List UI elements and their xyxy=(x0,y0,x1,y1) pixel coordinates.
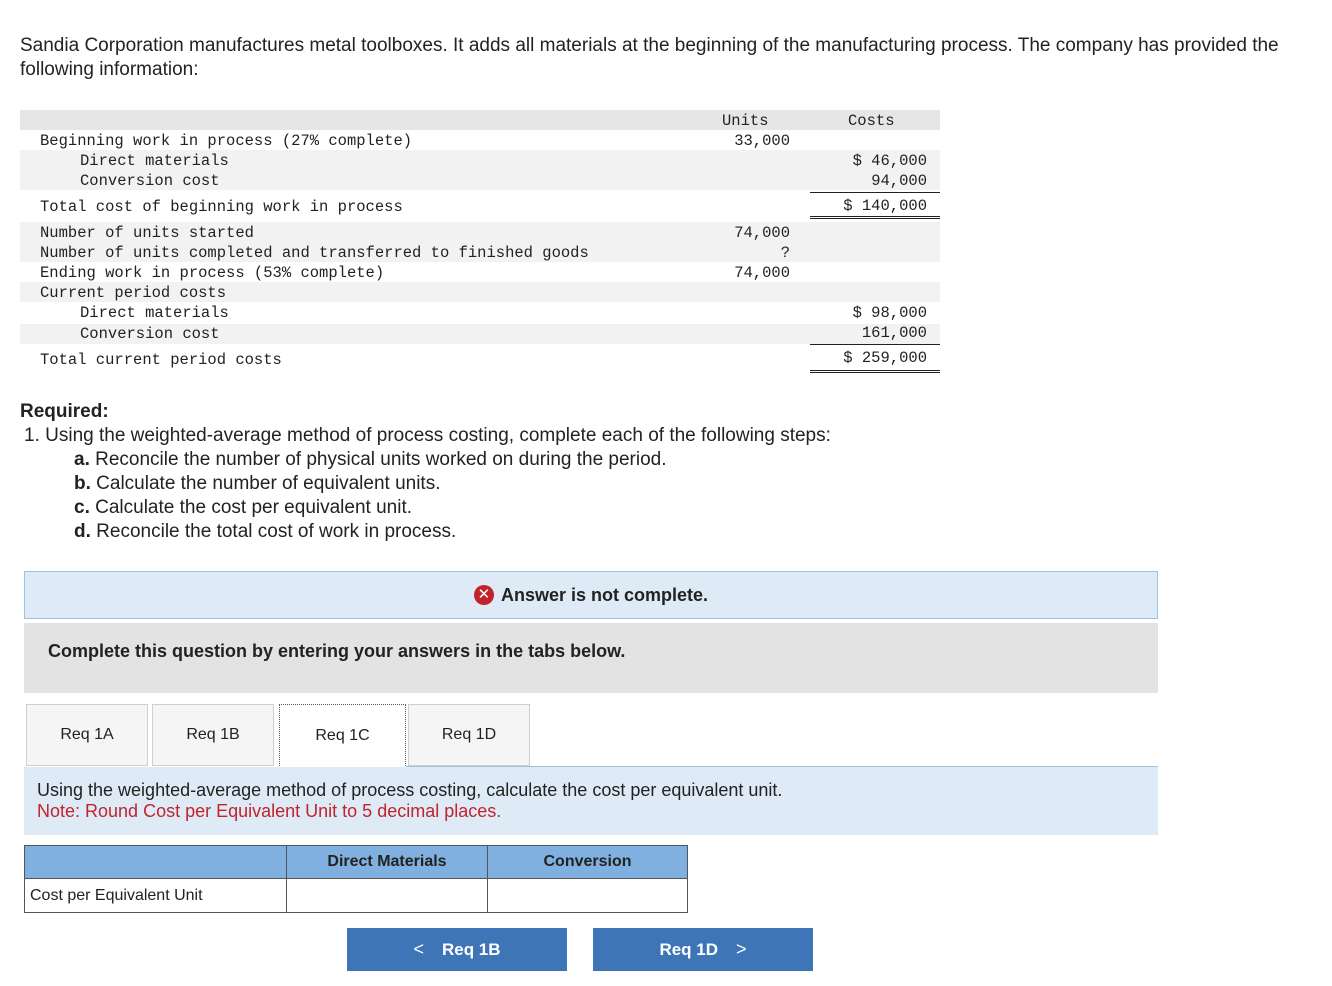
started-units: 74,000 xyxy=(734,224,790,242)
tab-req-1b[interactable]: Req 1B xyxy=(152,704,274,766)
cost-data-table xyxy=(20,110,940,380)
ewip-units: 74,000 xyxy=(734,264,790,282)
conversion-header: Conversion xyxy=(488,846,688,879)
bwip-label: Beginning work in process (27% complete) xyxy=(40,132,413,150)
question-instruction-box xyxy=(24,767,1158,835)
bwip-dm-cost: $ 46,000 xyxy=(852,152,927,170)
next-req-label: Req 1D xyxy=(659,939,719,959)
total-double-line xyxy=(810,370,940,373)
started-label: Number of units started xyxy=(40,224,254,242)
prev-req-button[interactable] xyxy=(347,928,567,971)
row-label: Cost per Equivalent Unit xyxy=(25,879,287,913)
direct-materials-header: Direct Materials xyxy=(287,846,488,879)
bwip-cc-label: Conversion cost xyxy=(80,172,220,190)
cur-cc-label: Conversion cost xyxy=(80,325,220,343)
costs-header: Costs xyxy=(848,112,895,130)
step-a: a. Reconcile the number of physical units worked on during the period. xyxy=(74,449,667,470)
chevron-left-icon: < xyxy=(413,939,424,959)
cur-dm-label: Direct materials xyxy=(80,304,229,322)
required-section xyxy=(20,400,831,544)
step-c: c. Calculate the cost per equivalent unit. xyxy=(74,497,412,518)
answer-status-bar xyxy=(24,571,1158,619)
cur-cc-cost: 161,000 xyxy=(861,324,927,342)
instruction-text: Using the weighted-average method of process costing, calculate the cost per equivalent unit. xyxy=(37,780,783,800)
subtotal-line xyxy=(810,344,940,345)
conversion-cost-input[interactable] xyxy=(488,879,688,913)
total-current-label: Total current period costs xyxy=(40,351,282,369)
subtotal-line xyxy=(810,192,940,193)
current-costs-label: Current period costs xyxy=(40,284,227,302)
error-x-icon: ✕ xyxy=(474,585,494,605)
table-header-band xyxy=(20,110,940,130)
prev-req-label: Req 1B xyxy=(441,939,501,959)
dm-cost-input[interactable] xyxy=(287,879,488,913)
chevron-right-icon: > xyxy=(736,939,747,959)
tab-req-1a[interactable]: Req 1A xyxy=(26,704,148,766)
blank-header xyxy=(25,846,287,879)
units-header: Units xyxy=(722,112,769,130)
bwip-units: 33,000 xyxy=(734,132,790,150)
tab-req-1c[interactable]: Req 1C xyxy=(279,704,406,766)
step-d: d. Reconcile the total cost of work in process. xyxy=(74,521,457,542)
total-double-line xyxy=(810,216,940,219)
tab-req-1d[interactable]: Req 1D xyxy=(408,704,530,766)
cur-dm-cost: $ 98,000 xyxy=(852,304,927,322)
rounding-note: Note: Round Cost per Equivalent Unit to 5 decimal places. xyxy=(37,801,502,821)
ewip-label: Ending work in process (53% complete) xyxy=(40,264,385,282)
total-bwip-label: Total cost of beginning work in process xyxy=(40,198,403,216)
instructions-panel: Complete this question by entering your answers in the tabs below. xyxy=(24,623,1158,693)
required-title: Required: xyxy=(20,401,109,422)
completed-units: ? xyxy=(780,244,790,262)
bwip-cc-cost: 94,000 xyxy=(871,172,927,190)
bwip-dm-label: Direct materials xyxy=(80,152,229,170)
total-bwip-cost: $ 140,000 xyxy=(843,197,927,215)
step-b: b. Calculate the number of equivalent units. xyxy=(74,473,441,494)
required-step-1: 1. Using the weighted-average method of process costing, complete each of the following steps: xyxy=(24,425,831,446)
table-row xyxy=(25,879,688,913)
total-current-cost: $ 259,000 xyxy=(843,349,927,367)
next-req-button[interactable] xyxy=(593,928,813,971)
answer-status-text: Answer is not complete. xyxy=(500,584,709,605)
problem-intro: Sandia Corporation manufactures metal toolboxes. It adds all materials at the beginning of the manufacturing process. The company has provided the following information: xyxy=(20,35,1279,80)
answer-table xyxy=(24,845,688,913)
completed-label: Number of units completed and transferred to finished goods xyxy=(40,244,589,262)
